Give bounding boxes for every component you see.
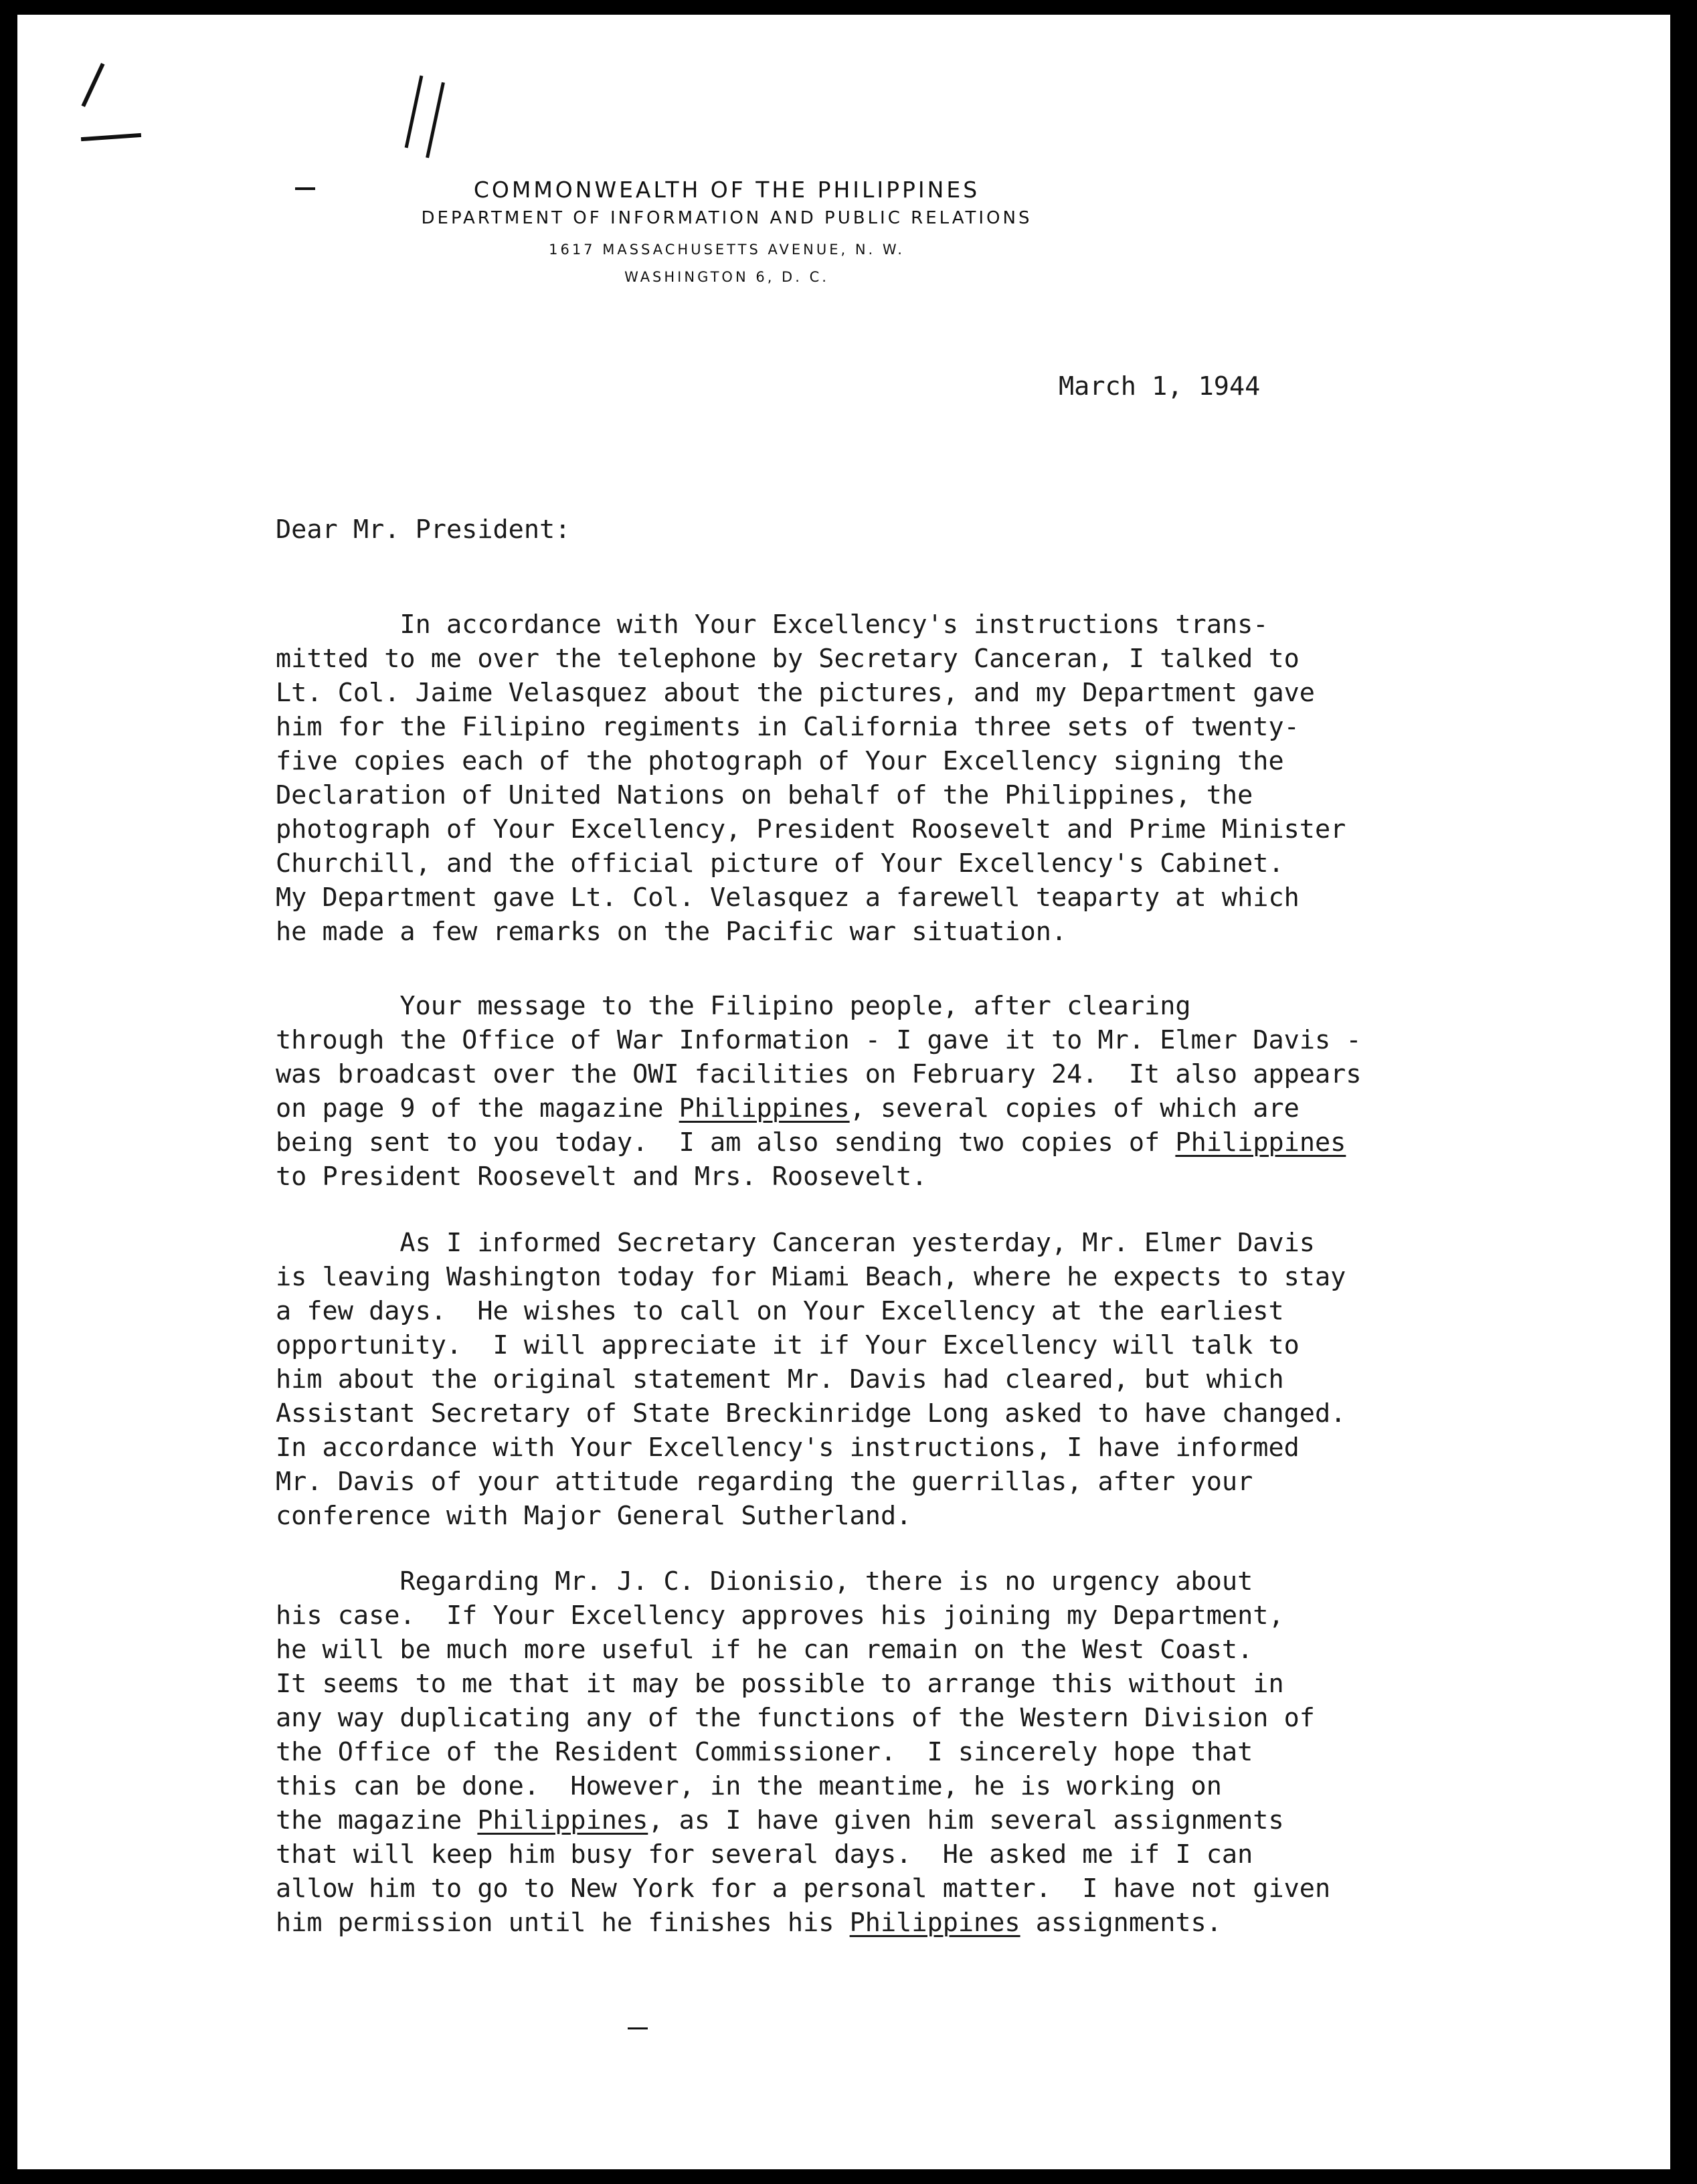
text-line — [276, 1906, 1222, 1940]
text-line: allow him to go to New York for a personal matter. I have not given — [276, 1874, 1331, 1904]
text-segment: being sent to you today. I am also sending two copies of — [276, 1127, 1176, 1158]
text-line: the Office of the Resident Commissioner. I sincerely hope that — [276, 1737, 1253, 1767]
text-line: he made a few remarks on the Pacific war situation. — [276, 917, 1067, 947]
text-line: was broadcast over the OWI facilities on February 24. It also appears — [276, 1059, 1362, 1089]
stray-mark — [628, 2027, 648, 2029]
magazine-title: Philippines — [477, 1805, 648, 1835]
letter-page — [17, 15, 1670, 2169]
text-line: Churchill, and the official picture of Your Excellency's Cabinet. — [276, 848, 1284, 879]
letterhead-line-2: DEPARTMENT OF INFORMATION AND PUBLIC RELATIONS — [421, 208, 1033, 228]
text-line: photograph of Your Excellency, President Roosevelt and Prime Minister — [276, 814, 1346, 844]
text-line: through the Office of War Information - I gave it to Mr. Elmer Davis - — [276, 1025, 1362, 1055]
text-line: him for the Filipino regiments in California three sets of twenty- — [276, 712, 1300, 742]
text-line: is leaving Washington today for Miami Beach, where he expects to stay — [276, 1262, 1346, 1292]
magazine-title: Philippines — [1175, 1127, 1346, 1158]
text-line: As I informed Secretary Canceran yesterday, Mr. Elmer Davis — [276, 1228, 1315, 1258]
text-line: Assistant Secretary of State Breckinridge Long asked to have changed. — [276, 1398, 1346, 1429]
text-line: conference with Major General Sutherland. — [276, 1501, 912, 1531]
text-line — [276, 1803, 1284, 1837]
text-line: Your message to the Filipino people, after clearing — [276, 991, 1191, 1021]
text-line: opportunity. I will appreciate it if Your Excellency will talk to — [276, 1330, 1300, 1360]
text-line: In accordance with Your Excellency's instructions trans- — [276, 610, 1269, 640]
magazine-title: Philippines — [679, 1093, 850, 1123]
text-line: mitted to me over the telephone by Secretary Canceran, I talked to — [276, 644, 1300, 674]
letterhead-line-4: WASHINGTON 6, D. C. — [624, 269, 829, 285]
text-line: In accordance with Your Excellency's instructions, I have informed — [276, 1433, 1300, 1463]
text-line: My Department gave Lt. Col. Velasquez a farewell teaparty at which — [276, 883, 1300, 913]
text-segment: him permission until he finishes his — [276, 1908, 850, 1938]
text-line — [276, 1091, 1300, 1125]
text-line: him about the original statement Mr. Davis had cleared, but which — [276, 1364, 1284, 1394]
text-line: any way duplicating any of the functions of the Western Division of — [276, 1703, 1315, 1733]
text-segment: , as I have given him several assignments — [648, 1805, 1284, 1835]
text-segment: on page 9 of the magazine — [276, 1093, 679, 1123]
stray-mark — [405, 76, 424, 149]
letterhead-line-3: 1617 MASSACHUSETTS AVENUE, N. W. — [549, 242, 905, 258]
text-line: a few days. He wishes to call on Your Excellency at the earliest — [276, 1296, 1284, 1326]
text-segment: assignments. — [1020, 1908, 1222, 1938]
text-segment: the magazine — [276, 1805, 478, 1835]
text-line: this can be done. However, in the meantime, he is working on — [276, 1771, 1222, 1801]
stray-mark — [426, 82, 445, 159]
letter-date: March 1, 1944 — [1059, 371, 1261, 401]
text-line: Lt. Col. Jaime Velasquez about the pictures, and my Department gave — [276, 678, 1315, 708]
text-line: five copies each of the photograph of Your Excellency signing the — [276, 746, 1284, 776]
text-line — [276, 1125, 1346, 1160]
text-segment: , several copies of which are — [849, 1093, 1300, 1123]
stray-mark — [81, 133, 141, 141]
text-line: Regarding Mr. J. C. Dionisio, there is no urgency about — [276, 1566, 1253, 1597]
text-line: Mr. Davis of your attitude regarding the guerrillas, after your — [276, 1467, 1253, 1497]
stray-mark — [81, 63, 104, 107]
magazine-title: Philippines — [849, 1908, 1020, 1938]
text-line: he will be much more useful if he can remain on the West Coast. — [276, 1635, 1253, 1665]
text-line: to President Roosevelt and Mrs. Roosevelt. — [276, 1162, 927, 1192]
salutation: Dear Mr. President: — [276, 515, 571, 545]
text-line: that will keep him busy for several days. He asked me if I can — [276, 1839, 1253, 1870]
letterhead-line-1: COMMONWEALTH OF THE PHILIPPINES — [473, 177, 980, 203]
text-line: It seems to me that it may be possible to arrange this without in — [276, 1669, 1284, 1699]
text-line: Declaration of United Nations on behalf of the Philippines, the — [276, 780, 1253, 810]
text-line: his case. If Your Excellency approves his joining my Department, — [276, 1601, 1284, 1631]
